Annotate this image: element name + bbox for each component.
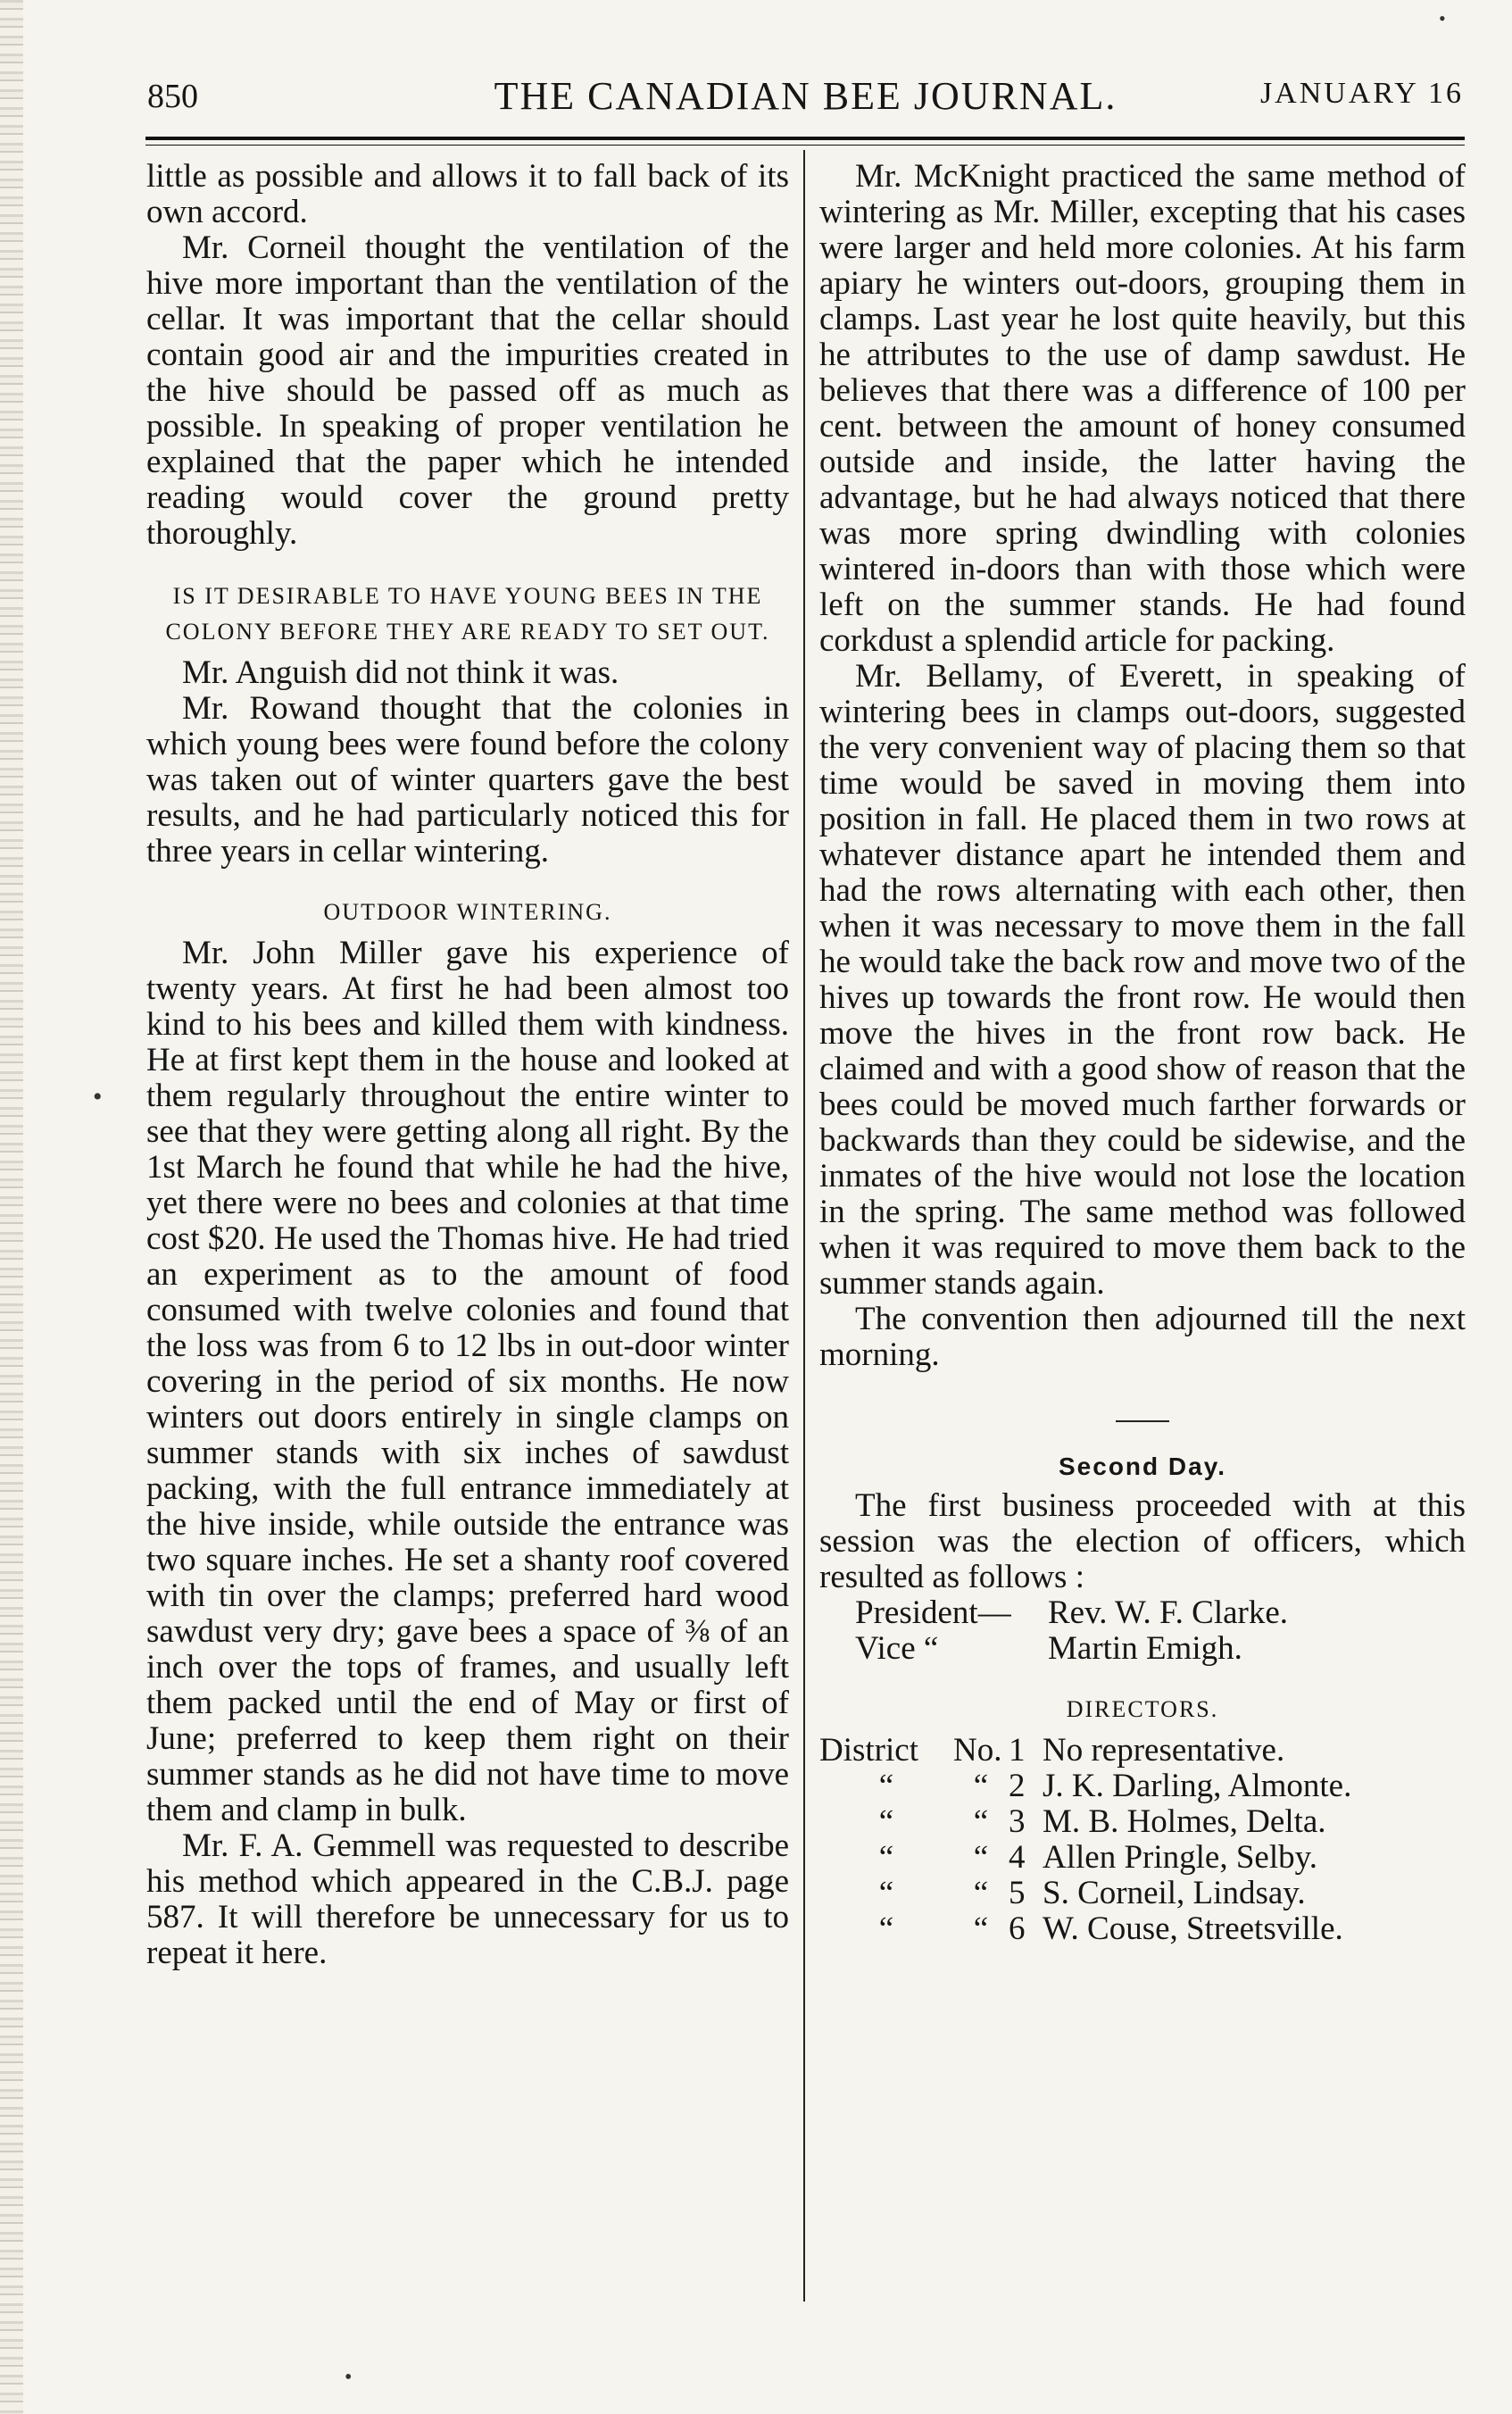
directors-heading: DIRECTORS.	[1066, 1696, 1219, 1722]
officer-role: Vice “	[855, 1630, 939, 1667]
director-number: 6	[1009, 1910, 1026, 1947]
journal-title: THE CANADIAN BEE JOURNAL.	[494, 74, 1117, 118]
director-district: “	[878, 1768, 894, 1804]
directors-list	[819, 1733, 1466, 1947]
column-divider	[803, 150, 805, 2302]
director-row	[819, 1840, 1466, 1876]
paragraph: Mr. McKnight practiced the same method of wintering as Mr. Miller, excepting that his cases were larger and held more colonies. At his farm apiary he winters out-doors, grouping them in clamps. Last year he lost quite heavily, but this he attributes to the use of damp sawdust. He believes that there was a difference of 100 per cent. between the amount of honey consumed outside and inside, the latter having the advantage, but he had always noticed that there was more spring dwindling with colonies wintered in-doors than with those which were left on the summer stands. He had found corkdust a splendid article for packing.	[819, 158, 1466, 659]
director-no: No.	[953, 1732, 1002, 1769]
director-row	[819, 1733, 1466, 1769]
director-no: “	[973, 1839, 989, 1876]
director-number: 5	[1009, 1875, 1026, 1911]
director-row	[819, 1876, 1466, 1911]
paragraph: Mr. John Miller gave his experience of twenty years. At first he had been almost too kind to his bees and killed them with kindness. He at first kept them in the house and looked at them regularly throughout the entire winter to see that they were getting along all right. By the 1st March he found that while he had the hive, yet there were no bees and colonies at that time cost $20. He used the Thomas hive. He had tried an experiment as to the amount of food consumed with twelve colonies and found that the loss was from 6 to 12 lbs in out-door winter covering in the period of six months. He now winters out doors entirely in single clamps on summer stands with six inches of sawdust packing, with the full entrance immediately at the hive inside, while outside the entrance was two square inches. He set a shanty roof covered with tin over the clamps; preferred hard wood sawdust very dry; gave bees a space of ⅜ of an inch over the tops of frames, and usually left them packed until the end of May or first of June; preferred to keep them right on their summer stands as he did not have time to move them and clamp in bulk.	[146, 935, 789, 1828]
right-column	[819, 159, 1466, 1947]
officers-list	[819, 1595, 1466, 1667]
director-name: M. B. Holmes, Delta.	[1043, 1803, 1326, 1840]
margin-mark-icon: •	[93, 1082, 103, 1111]
page-number: 850	[147, 78, 198, 115]
director-no: “	[973, 1768, 989, 1804]
officer-row	[819, 1595, 1466, 1631]
director-row	[819, 1769, 1466, 1804]
ink-speck-icon: •	[345, 2366, 353, 2389]
director-district: “	[878, 1875, 894, 1911]
header-rule	[145, 137, 1465, 140]
paragraph: Mr. Anguish did not think it was.	[182, 654, 619, 691]
director-district: “	[878, 1803, 894, 1840]
director-no: “	[973, 1875, 989, 1911]
section-title: Second Day.	[1059, 1453, 1226, 1480]
paragraph: Mr. Corneil thought the ventilation of the hive more important than the ventilation of the cellar. It was important that the cellar should contain good air and the impurities created in the hive should be passed off as much as possible. In speaking of proper ventilation he explained that the paper which he intended reading would cover the ground pretty thoroughly.	[146, 229, 789, 552]
paragraph: Mr. Rowand thought that the colonies in which young bees were found before the colony was taken out of winter quarters gave the best results, and he had particularly noticed this for three years in cellar wintering.	[146, 690, 789, 870]
officer-role: President—	[855, 1594, 1011, 1631]
officer-name: Martin Emigh.	[1048, 1630, 1242, 1667]
director-no: “	[973, 1910, 989, 1947]
section-heading: IS IT DESIRABLE TO HAVE YOUNG BEES IN THE COLONY BEFORE THEY ARE READY TO SET OUT.	[165, 583, 770, 645]
paragraph: Mr. Bellamy, of Everett, in speaking of wintering bees in clamps out-doors, suggested the very convenient way of placing them so that time would be saved in moving them into position in fall. He placed them in two rows at whatever distance apart he intended them and had the rows alternating with each other, then when it was necessary to move them in the fall he would take the back row and move two of the hives up towards the front row. He would then move the hives in the front row back. He claimed and with a good show of reason that the bees could be moved much farther forwards or backwards than they could be sidewise, and the inmates of the hive would not lose the location in the spring. The same method was followed when it was required to move them back to the summer stands again.	[819, 658, 1466, 1302]
director-number: 2	[1009, 1768, 1026, 1804]
director-row	[819, 1804, 1466, 1840]
paragraph: The convention then adjourned till the next morning.	[819, 1301, 1466, 1373]
director-number: 1	[1009, 1732, 1026, 1769]
director-number: 4	[1009, 1839, 1026, 1876]
page-edge	[0, 0, 23, 2414]
officer-name: Rev. W. F. Clarke.	[1048, 1594, 1289, 1631]
director-name: W. Couse, Streetsville.	[1043, 1910, 1343, 1947]
issue-date: JANUARY 16	[1259, 77, 1464, 110]
director-row	[819, 1911, 1466, 1947]
paragraph: little as possible and allows it to fall back of its own accord.	[146, 158, 789, 230]
director-district: District	[819, 1732, 918, 1769]
director-name: S. Corneil, Lindsay.	[1043, 1875, 1306, 1911]
director-name: J. K. Darling, Almonte.	[1043, 1768, 1352, 1804]
ink-speck-icon: •	[1439, 7, 1446, 29]
header-rule-thin	[145, 145, 1465, 146]
paragraph: The first business proceeded with at this session was the election of officers, which resulted as follows :	[819, 1487, 1466, 1595]
paragraph: Mr. F. A. Gemmell was requested to describe his method which appeared in the C.B.J. page 587. It will therefore be unnecessary for us to repeat it here.	[146, 1827, 789, 1971]
director-number: 3	[1009, 1803, 1026, 1840]
left-column	[146, 159, 789, 1971]
director-district: “	[878, 1910, 894, 1947]
officer-row	[819, 1631, 1466, 1667]
director-no: “	[973, 1803, 989, 1840]
section-separator	[819, 1403, 1466, 1422]
director-district: “	[878, 1839, 894, 1876]
running-header	[147, 73, 1464, 127]
director-name: No representative.	[1043, 1732, 1285, 1769]
director-name: Allen Pringle, Selby.	[1043, 1839, 1317, 1876]
section-heading: OUTDOOR WINTERING.	[323, 899, 612, 925]
